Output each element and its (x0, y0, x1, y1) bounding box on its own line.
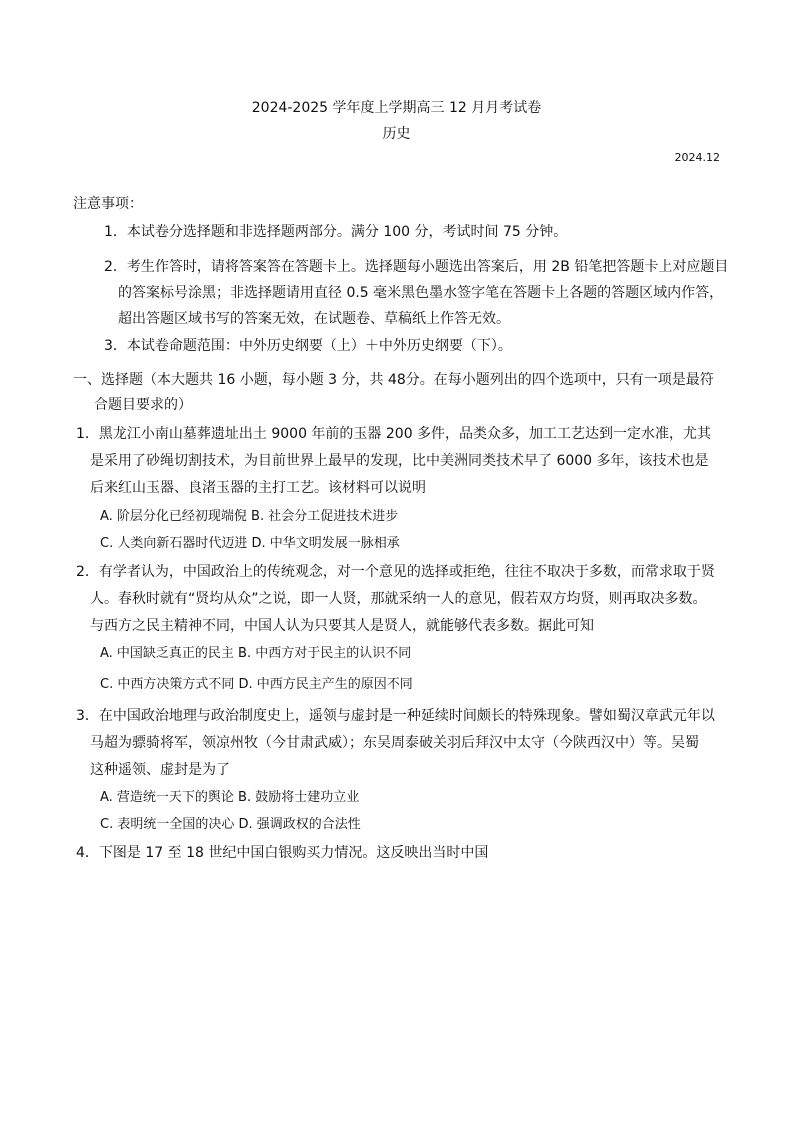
notice-item: 2．考生作答时，请将答案答在答题卡上。选择题每小题选出答案后，用 2B 铅笔把答题卡上对应题目 (104, 259, 729, 275)
question-text: 4．下图是 17 至 18 世纪中国白银购买力情况。这反映出当时中国 (76, 845, 489, 861)
question-options: C. 表明统一全国的决心 D. 强调政权的合法性 (100, 817, 361, 832)
subject-title: 历史 (382, 126, 411, 142)
question-text: 1．黑龙江小南山墓葬遗址出土 9000 年前的玉器 200 多件，品类众多，加工工艺达到一定水准，尤其 (76, 426, 712, 442)
notice-heading: 注意事项： (73, 196, 143, 212)
notice-item: 3．本试卷命题范围：中外历史纲要（上）＋中外历史纲要（下）。 (104, 338, 512, 354)
question-options: A. 阶层分化已经初现端倪 B. 社会分工促进技术进步 (100, 509, 399, 524)
question-options: C. 人类向新石器时代迈进 D. 中华文明发展一脉相承 (100, 536, 400, 551)
exam-date: 2024.12 (674, 151, 720, 164)
notice-item: 的答案标号涂黑；非选择题请用直径 0.5 毫米黑色墨水签字笔在答题卡上各题的答题区域内作答， (118, 285, 724, 301)
question-text: 是采用了砂绳切割技术，为目前世界上最早的发现，比中美洲同类技术早了 6000 多年，该技术也是 (90, 453, 709, 469)
question-options: A. 营造统一天下的舆论 B. 鼓励将士建功立业 (100, 790, 360, 805)
question-text: 后来红山玉器、良渚玉器的主打工艺。该材料可以说明 (90, 480, 426, 496)
question-text: 3．在中国政治地理与政治制度史上，遥领与虚封是一种延续时间颇长的特殊现象。譬如蜀汉章武元年以 (76, 708, 715, 724)
section-heading-cont: 合题目要求的） (94, 397, 192, 413)
exam-title: 2024-2025 学年度上学期高三 12 月月考试卷 (251, 100, 542, 116)
question-options: C. 中西方决策方式不同 D. 中西方民主产生的原因不同 (100, 677, 413, 692)
question-text: 这种遥领、虚封是为了 (90, 762, 230, 778)
question-text: 马超为骠骑将军，领凉州牧（今甘肃武威）；东吴周泰破关羽后拜汉中太守（今陕西汉中）等。吴蜀 (90, 735, 699, 751)
notice-item: 1．本试卷分选择题和非选择题两部分。满分 100 分，考试时间 75 分钟。 (104, 224, 568, 240)
section-heading: 一、选择题（本大题共 16 小题，每小题 3 分，共 48分。在每小题列出的四个选项中，只有一项是最符 (73, 372, 714, 388)
question-text: 与西方之民主精神不同，中国人认为只要其人是贤人，就能够代表多数。据此可知 (90, 618, 594, 634)
notice-item: 超出答题区域书写的答案无效，在试题卷、草稿纸上作答无效。 (118, 311, 510, 327)
question-text: 人。春秋时就有“贤均从众”之说，即一人贤，那就采纳一人的意见，假若双方均贤，则再取决多数。 (90, 591, 707, 607)
question-options: A. 中国缺乏真正的民主 B. 中西方对于民主的认识不同 (100, 646, 412, 661)
question-text: 2．有学者认为，中国政治上的传统观念，对一个意见的选择或拒绝，往往不取决于多数，而常求取于贤 (76, 564, 715, 580)
